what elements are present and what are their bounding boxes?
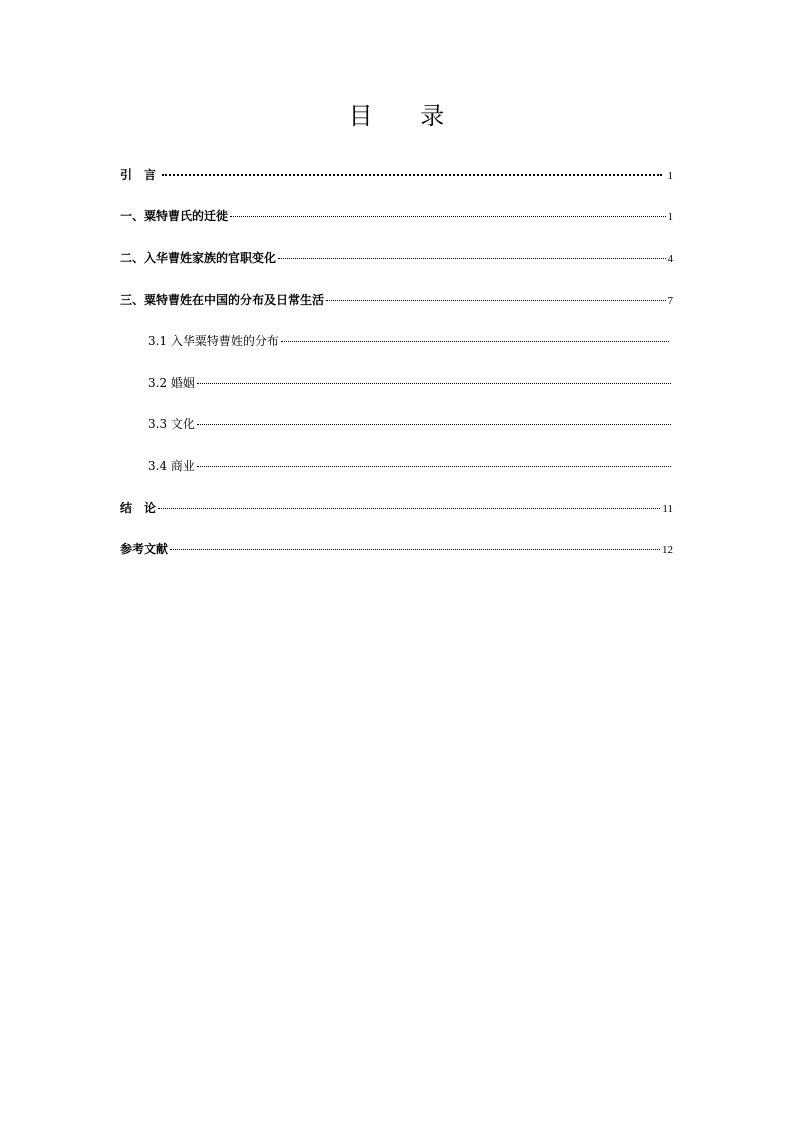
toc-page-number: 4 bbox=[667, 253, 673, 265]
toc-entry-label: 二、入华曹姓家族的官职变化 bbox=[120, 251, 277, 265]
toc-entry-section-3-2[interactable] bbox=[148, 375, 673, 391]
toc-entry-section-3-3[interactable] bbox=[148, 416, 673, 432]
toc-entry-intro[interactable] bbox=[120, 167, 673, 183]
toc-entry-chapter-1[interactable] bbox=[120, 208, 673, 224]
dot-leader bbox=[230, 216, 665, 217]
toc-entry-conclusion[interactable] bbox=[120, 500, 673, 516]
toc-entry-section-3-4[interactable] bbox=[148, 458, 673, 474]
toc-entry-label: 3.4 商业 bbox=[148, 459, 195, 473]
toc-page-number: 1 bbox=[667, 211, 673, 223]
toc-entry-label: 三、粟特曹姓在中国的分布及日常生活 bbox=[120, 293, 325, 307]
toc-entry-label: 一、粟特曹氏的迁徙 bbox=[120, 209, 229, 223]
dot-leader bbox=[197, 466, 671, 467]
dot-leader bbox=[197, 424, 671, 425]
toc-page-number: 12 bbox=[662, 544, 673, 556]
toc-entry-label: 参考文献 bbox=[120, 542, 169, 556]
page-title: 目 录 bbox=[348, 102, 465, 130]
toc-entry-chapter-3[interactable] bbox=[120, 292, 673, 308]
toc-entry-label: 3.2 婚姻 bbox=[148, 376, 195, 390]
toc-page-number: 1 bbox=[667, 170, 673, 182]
dot-leader bbox=[197, 383, 671, 384]
toc-page-number: 7 bbox=[667, 295, 673, 307]
dot-leader bbox=[278, 258, 665, 259]
dot-leader bbox=[162, 174, 661, 176]
toc-entry-label: 3.1 入华粟特曹姓的分布 bbox=[148, 334, 279, 348]
toc-entry-chapter-2[interactable] bbox=[120, 250, 673, 266]
dot-leader bbox=[281, 341, 669, 342]
dot-leader bbox=[158, 508, 660, 509]
dot-leader bbox=[326, 300, 665, 301]
toc-entry-label: 引 言 bbox=[120, 168, 157, 182]
toc-entry-section-3-1[interactable] bbox=[148, 333, 671, 349]
toc-entry-label: 结 论 bbox=[120, 501, 157, 515]
dot-leader bbox=[170, 549, 660, 550]
toc-entry-label: 3.3 文化 bbox=[148, 417, 195, 431]
toc-page-number: 11 bbox=[662, 503, 673, 515]
toc-entry-references[interactable] bbox=[120, 541, 673, 557]
